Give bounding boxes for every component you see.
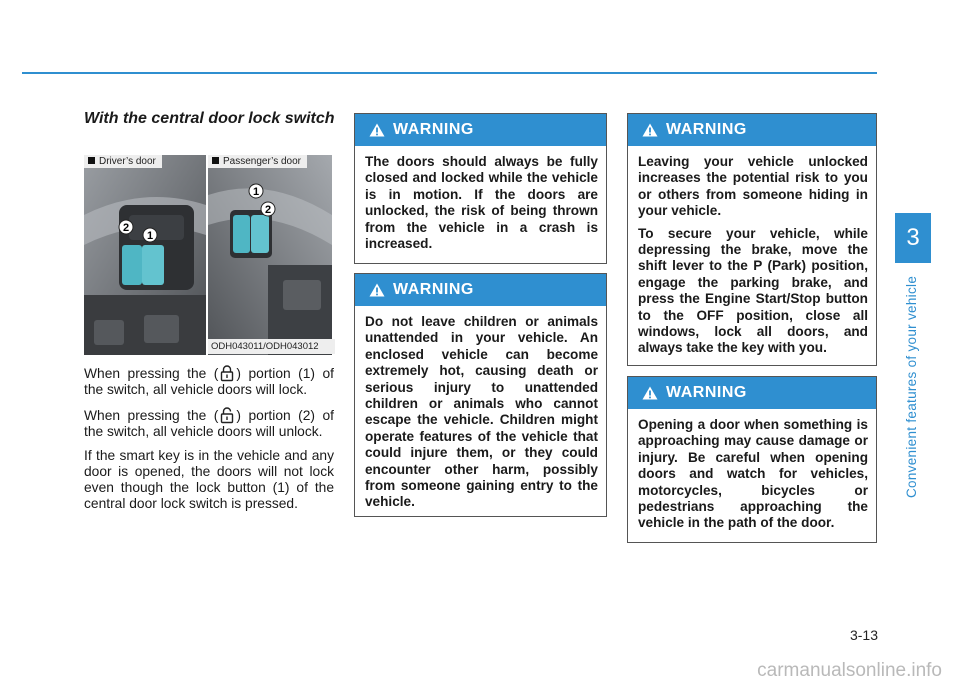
passengers-door-illustration bbox=[208, 155, 332, 355]
chapter-title: Convenient features of your vehicle bbox=[904, 275, 919, 498]
drivers-door-illustration bbox=[84, 155, 206, 355]
warning-text: To secure your vehicle, while depressing the brake, move the shift lever to the P (Park) position, engage the parking brake, and press the Engine Start/Stop button to the OFF position, close all windows, lock all doors, and always take the key with you. bbox=[638, 225, 868, 356]
paragraph-smart-key: If the smart key is in the vehicle and any door is opened, the doors will not lock even though the lock button (1) of the central door lock switch is pressed. bbox=[84, 448, 334, 511]
callout-1-marker bbox=[248, 183, 264, 199]
svg-text:2: 2 bbox=[264, 204, 272, 216]
svg-text:2: 2 bbox=[122, 222, 130, 234]
warning-header: WARNING bbox=[628, 377, 876, 409]
warning-text: Do not leave children or animals unattended in your vehicle. An enclosed vehicle can become extremely hot, causing death or serious injury to unattended children or animals who cannot escape the vehicle. Children might operate features of the vehicle that could injure them, or they could encounter other harm, possibly from someone gaining entry to the vehicle. bbox=[365, 314, 598, 510]
warning-text: Leaving your vehicle unlocked increases the potential risk to you or others from someone hiding in your vehicle. bbox=[638, 154, 868, 219]
warning-triangle-icon bbox=[642, 123, 658, 137]
lock-closed-icon bbox=[218, 364, 236, 382]
passengers-door-caption: Passenger’s door bbox=[208, 155, 307, 168]
header-rule bbox=[22, 72, 877, 74]
warning-header: WARNING bbox=[355, 274, 606, 306]
warning-box-doors-closed bbox=[354, 113, 607, 264]
warning-text: Opening a door when something is approaching may cause damage or injury. Be careful when opening doors and watch for vehicles, motorcycles, bicycles or pedestrians approaching the vehicle in the path of the door. bbox=[638, 417, 868, 531]
watermark: carmanualsonline.info bbox=[757, 660, 942, 681]
passengers-door-photo bbox=[208, 155, 332, 355]
warning-box-children-animals bbox=[354, 273, 607, 517]
warning-triangle-icon bbox=[642, 386, 658, 400]
warning-box-opening-door bbox=[627, 376, 877, 543]
callout-2-marker bbox=[260, 201, 276, 217]
warning-triangle-icon bbox=[369, 123, 385, 137]
figure-id: ODH043011/ODH043012 bbox=[208, 339, 335, 354]
drivers-door-caption: Driver’s door bbox=[84, 155, 162, 168]
section-heading: With the central door lock switch bbox=[84, 110, 335, 127]
chapter-number-tab: 3 bbox=[895, 213, 931, 263]
warning-header: WARNING bbox=[628, 114, 876, 146]
lock-open-icon bbox=[218, 406, 236, 424]
svg-text:1: 1 bbox=[146, 230, 154, 242]
drivers-door-photo bbox=[84, 155, 206, 355]
warning-triangle-icon bbox=[369, 283, 385, 297]
warning-box-vehicle-unlocked bbox=[627, 113, 877, 366]
callout-2-marker bbox=[118, 219, 134, 235]
warning-text: The doors should always be fully closed and locked while the vehicle is in motion. If the doors are unlocked, the risk of being thrown from the vehicle in a crash is increased. bbox=[365, 154, 598, 252]
paragraph-lock: When pressing the ( ) portion (1) of the switch, all vehicle doors will lock. bbox=[84, 366, 334, 397]
warning-header: WARNING bbox=[355, 114, 606, 146]
svg-text:1: 1 bbox=[252, 186, 260, 198]
body-text bbox=[84, 364, 334, 520]
callout-1-marker bbox=[142, 227, 158, 243]
page-number: 3-13 bbox=[849, 627, 878, 643]
paragraph-unlock: When pressing the ( ) portion (2) of the switch, all vehicle doors will unlock. bbox=[84, 408, 334, 439]
